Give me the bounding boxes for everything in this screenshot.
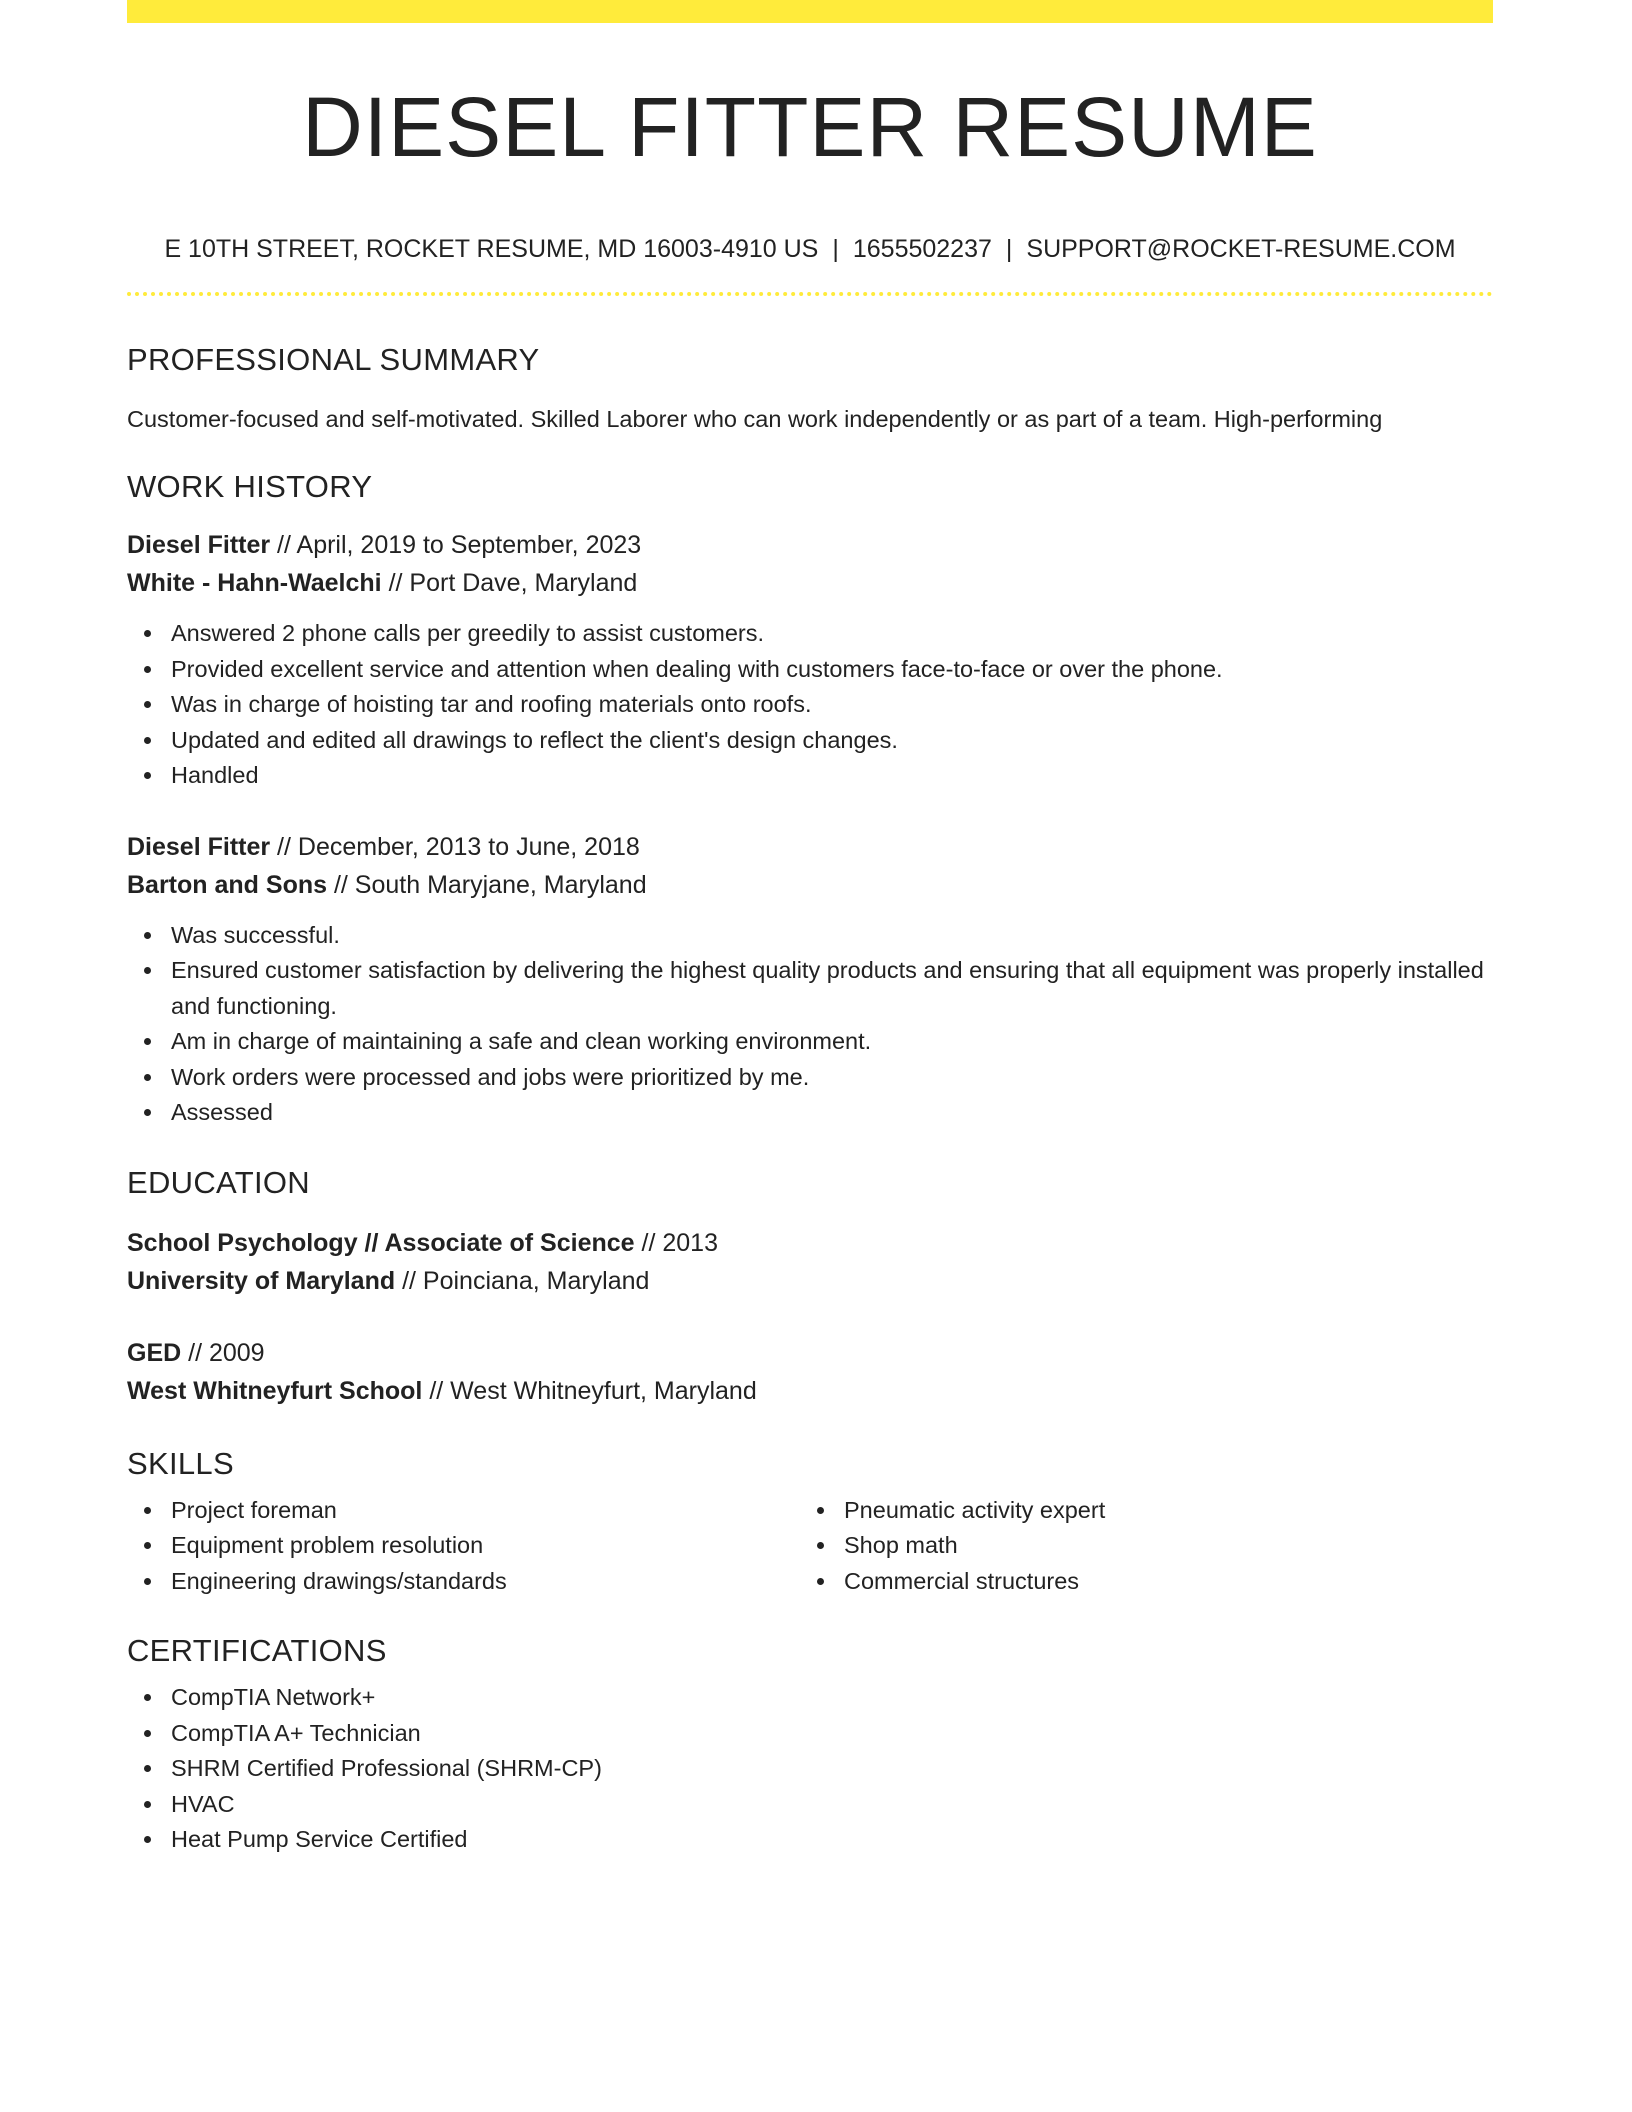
list-item: CompTIA Network+ [171, 1680, 1493, 1716]
list-item: Was successful. [171, 918, 1493, 954]
contact-separator: | [832, 235, 839, 263]
work-history-heading: WORK HISTORY [127, 469, 373, 505]
list-item: Handled [171, 758, 1493, 794]
certifications-heading: CERTIFICATIONS [127, 1633, 387, 1669]
list-item: Updated and edited all drawings to reflect the client's design changes. [171, 723, 1493, 759]
list-item: Ensured customer satisfaction by delivering the highest quality products and ensuring that all equipment was properly installed and functioning. [171, 953, 1493, 1024]
job-location: // Port Dave, Maryland [381, 569, 638, 598]
list-item: CompTIA A+ Technician [171, 1716, 1493, 1752]
skills-grid [127, 1493, 1493, 1600]
list-item: Engineering drawings/standards [171, 1564, 800, 1600]
job-title-line [127, 828, 1493, 866]
degree-line [127, 1334, 1493, 1372]
skills-list [127, 1493, 800, 1600]
resume-title: DIESEL FITTER RESUME [302, 80, 1318, 174]
job-dates: // December, 2013 to June, 2018 [270, 832, 640, 861]
job-title: Diesel Fitter [127, 531, 271, 560]
school: University of Maryland [127, 1266, 396, 1295]
education-heading: EDUCATION [127, 1164, 310, 1200]
certifications-list [127, 1680, 1493, 1858]
contact-address: E 10TH STREET, ROCKET RESUME, MD 16003-4910 US [164, 235, 819, 263]
list-item: Heat Pump Service Certified [171, 1822, 1493, 1858]
contact-line [127, 237, 1493, 262]
list-item: SHRM Certified Professional (SHRM-CP) [171, 1751, 1493, 1787]
summary-heading: PROFESSIONAL SUMMARY [127, 342, 540, 377]
job-employer-line [127, 866, 1493, 904]
job-dates: // April, 2019 to September, 2023 [270, 531, 642, 560]
list-item: Was in charge of hoisting tar and roofing materials onto roofs. [171, 687, 1493, 723]
degree-line [127, 1224, 1493, 1262]
list-item: Project foreman [171, 1493, 800, 1529]
job-employer: Barton and Sons [127, 870, 328, 899]
summary-text: Customer-focused and self-motivated. Skilled Laborer who can work independently or as part of a team. High-performing [127, 406, 1383, 432]
list-item: Provided excellent service and attention when dealing with customers face-to-face or over the phone. [171, 652, 1493, 688]
job-employer-line [127, 564, 1493, 602]
degree: School Psychology // Associate of Science [127, 1228, 635, 1257]
job-location: // South Maryjane, Maryland [327, 870, 647, 899]
resume-content [127, 23, 1493, 1858]
school-line [127, 1372, 1493, 1410]
job-title: Diesel Fitter [127, 832, 271, 861]
list-item: Assessed [171, 1095, 1493, 1131]
accent-top-bar [127, 0, 1493, 23]
contact-email: SUPPORT@ROCKET-RESUME.COM [1026, 235, 1456, 263]
list-item: Work orders were processed and jobs were prioritized by me. [171, 1060, 1493, 1096]
school: West Whitneyfurt School [127, 1376, 423, 1405]
list-item: Am in charge of maintaining a safe and clean working environment. [171, 1024, 1493, 1060]
education-entry [127, 1334, 1493, 1410]
list-item: Shop math [844, 1528, 1473, 1564]
education-entry [127, 1224, 1493, 1300]
degree: GED [127, 1338, 182, 1367]
skills-list [800, 1493, 1473, 1600]
contact-phone: 1655502237 [852, 235, 992, 263]
list-item: Answered 2 phone calls per greedily to assist customers. [171, 616, 1493, 652]
job-entry [127, 526, 1493, 794]
skills-column-left [127, 1493, 800, 1600]
job-entry [127, 828, 1493, 1131]
school-line [127, 1262, 1493, 1300]
job-employer: White - Hahn-Waelchi [127, 569, 382, 598]
dotted-divider [127, 292, 1493, 296]
list-item: Pneumatic activity expert [844, 1493, 1473, 1529]
school-location: // Poinciana, Maryland [395, 1266, 650, 1295]
degree-year: // 2009 [181, 1338, 265, 1367]
school-location: // West Whitneyfurt, Maryland [422, 1376, 757, 1405]
skills-heading: SKILLS [127, 1445, 234, 1481]
list-item: HVAC [171, 1787, 1493, 1823]
list-item: Commercial structures [844, 1564, 1473, 1600]
contact-separator: | [1005, 235, 1013, 263]
job-title-line [127, 526, 1493, 564]
job-bullets [127, 918, 1493, 1131]
job-bullets [127, 616, 1493, 794]
degree-year: // 2013 [634, 1228, 718, 1257]
skills-column-right [800, 1493, 1473, 1600]
list-item: Equipment problem resolution [171, 1528, 800, 1564]
